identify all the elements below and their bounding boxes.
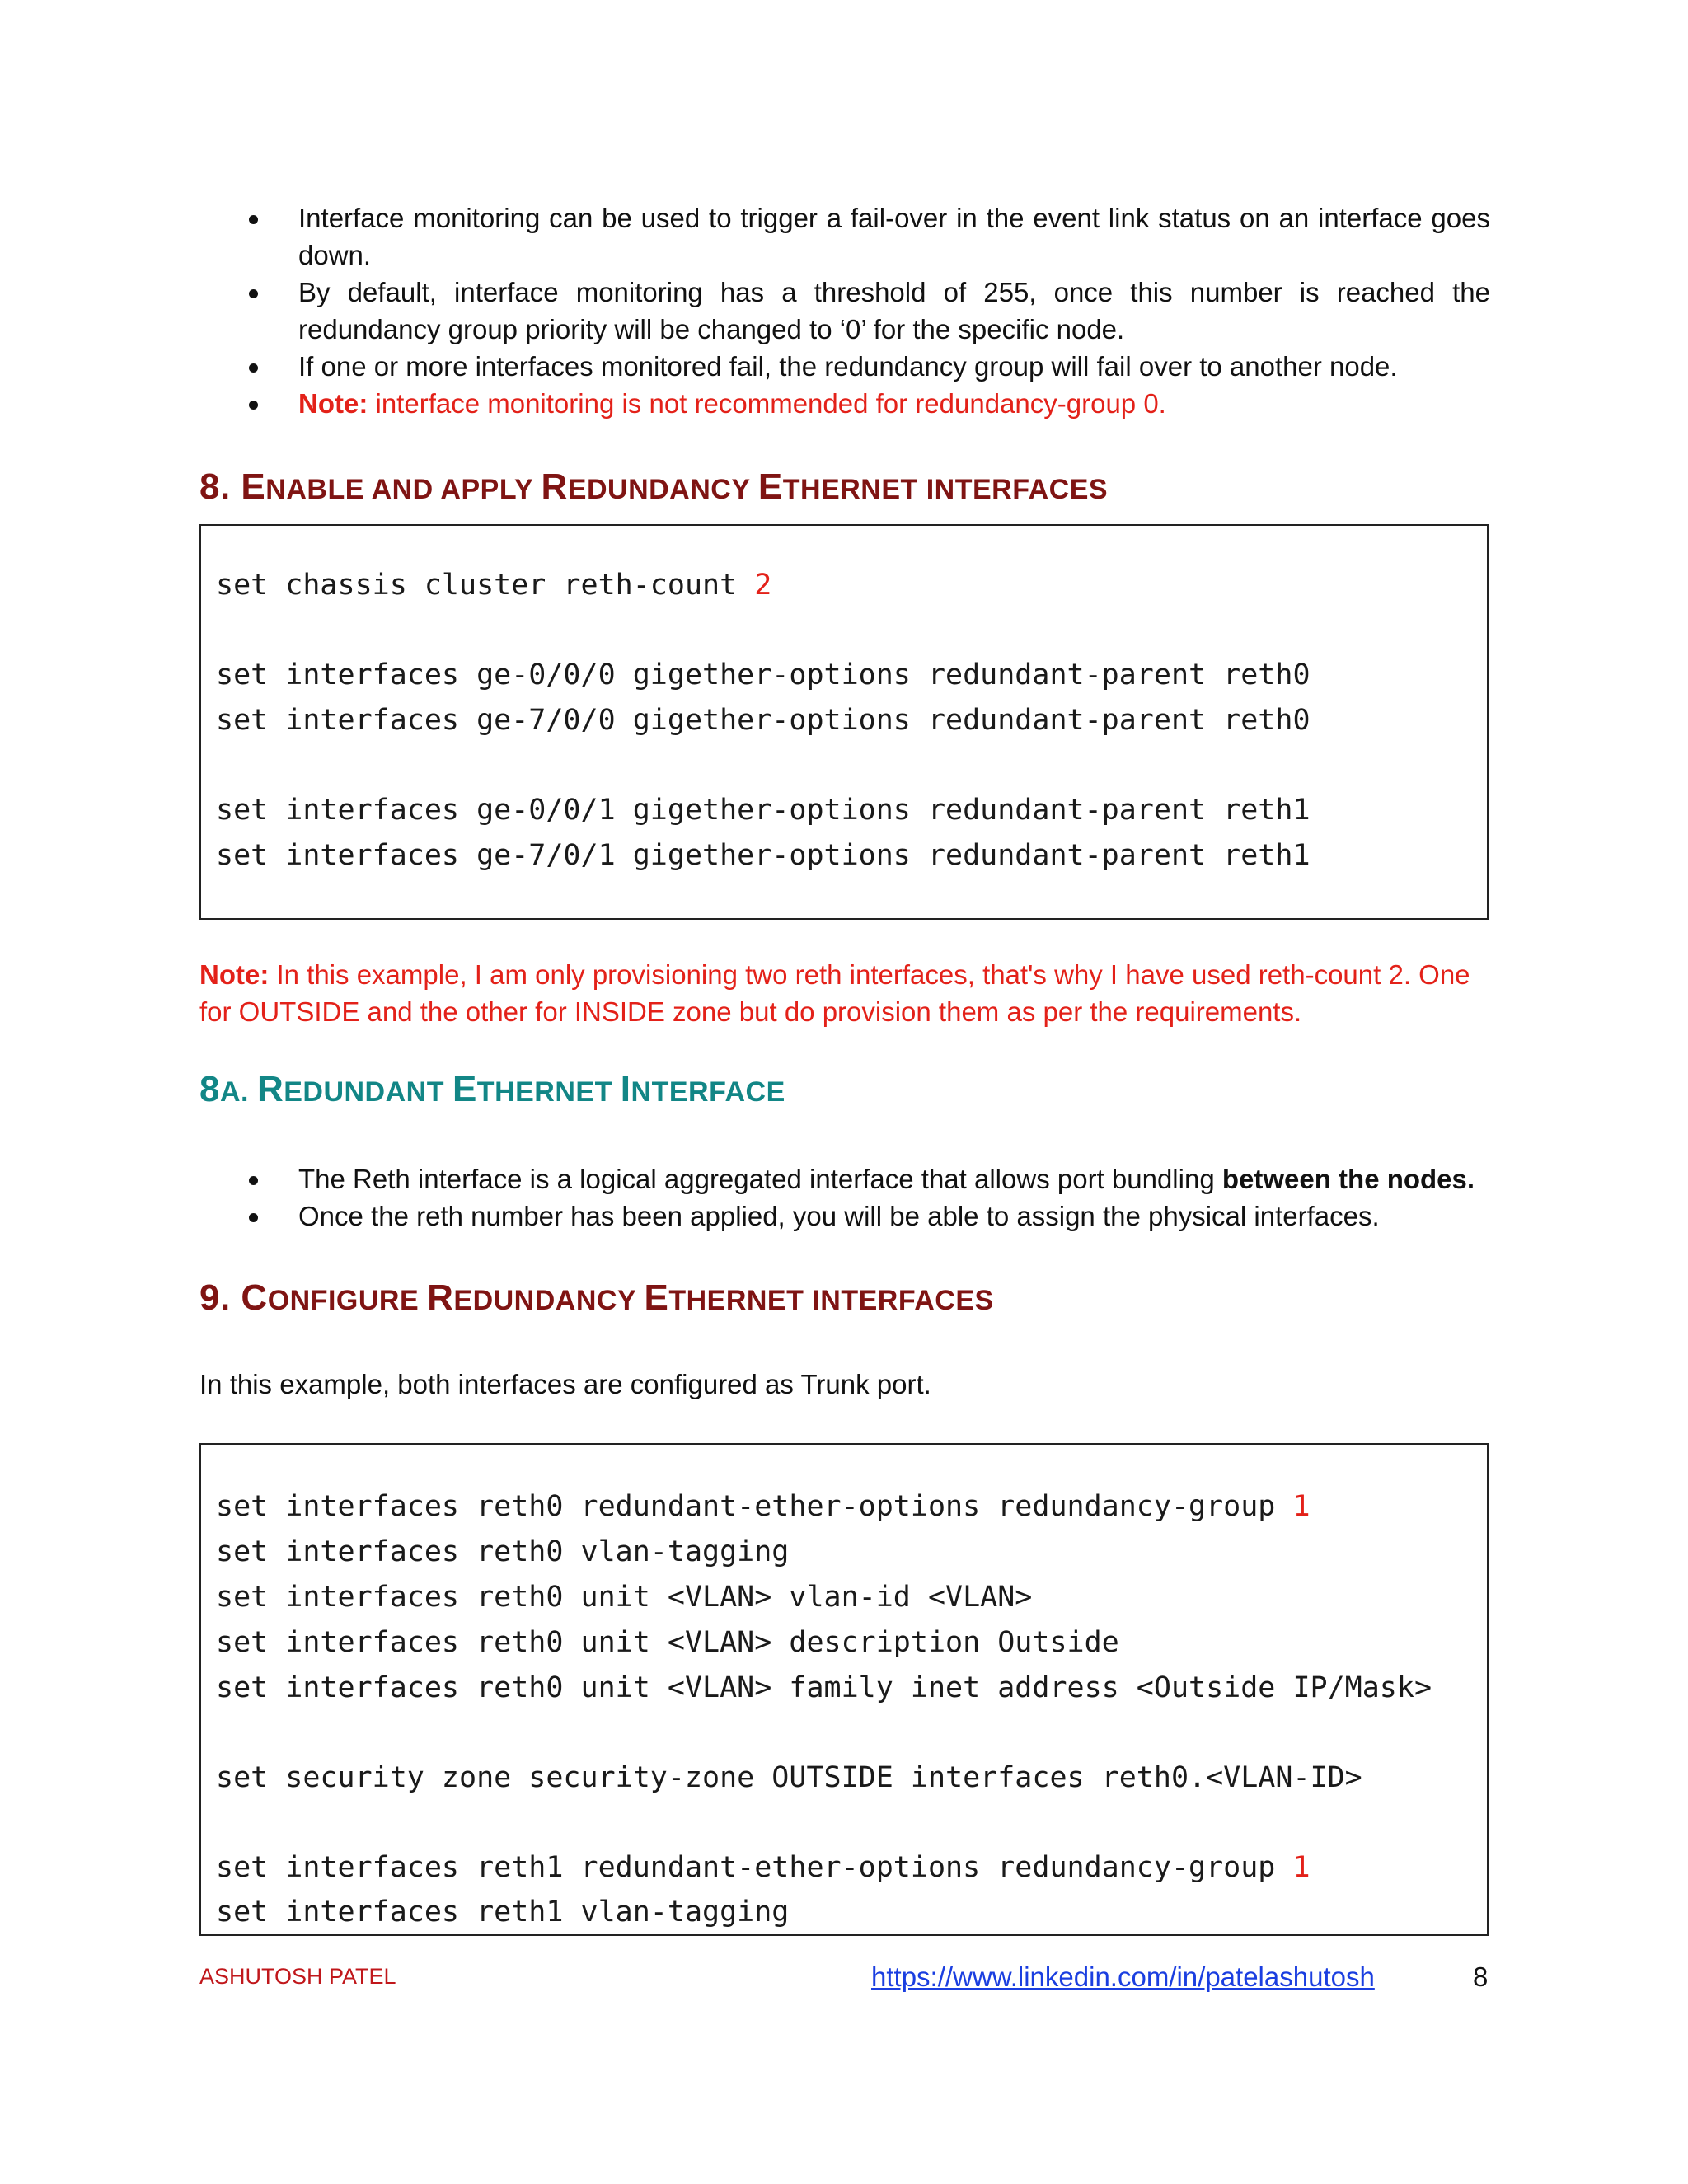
bullet-icon [249, 1176, 258, 1185]
code-line: set interfaces ge-7/0/1 gigether-options redundant-parent reth1 [216, 839, 1311, 872]
reth-interface-bullets [199, 1160, 1490, 1235]
code-block-reth-config [199, 1443, 1489, 1936]
code-line: set interfaces ge-0/0/1 gigether-options redundant-parent reth1 [216, 794, 1311, 827]
list-item: Once the reth number has been applied, you will be able to assign the physical interfaces. [199, 1197, 1490, 1235]
code-line: set security zone security-zone OUTSIDE interfaces reth0.<VLAN-ID> [216, 1761, 1362, 1794]
section-8a-heading: 8A. REDUNDANT ETHERNET INTERFACE [199, 1069, 785, 1109]
bullet-icon [249, 215, 258, 224]
code-line: set chassis cluster reth-count 2 [216, 569, 772, 602]
footer-author: ASHUTOSH PATEL [199, 1964, 396, 1989]
note-label: Note: [298, 388, 368, 419]
bullet-icon [249, 289, 258, 298]
page-number: 8 [1473, 1961, 1489, 1992]
code-line: set interfaces reth0 unit <VLAN> description Outside [216, 1626, 1119, 1659]
bullet-icon [249, 401, 258, 410]
section-9-intro: In this example, both interfaces are configured as Trunk port. [199, 1369, 931, 1399]
note-text: interface monitoring is not recommended for redundancy-group 0. [368, 388, 1166, 419]
interface-monitoring-bullets [199, 199, 1490, 422]
list-item-note [199, 385, 1490, 422]
code-line: set interfaces reth0 unit <VLAN> family inet address <Outside IP/Mask> [216, 1671, 1432, 1704]
section-9-heading: 9. CONFIGURE REDUNDANCY ETHERNET INTERFACES [199, 1277, 994, 1318]
list-item: By default, interface monitoring has a threshold of 255, once this number is reached the redundancy group priority will be changed to ‘0’ for the specific node. [199, 274, 1490, 348]
footer-linkedin-link[interactable]: https://www.linkedin.com/in/patelashutosh [871, 1961, 1375, 1992]
code-line: set interfaces reth0 unit <VLAN> vlan-id <VLAN> [216, 1581, 1033, 1614]
code-line: set interfaces reth0 vlan-tagging [216, 1535, 790, 1568]
code-line: set interfaces reth0 redundant-ether-options redundancy-group 1 [216, 1490, 1311, 1523]
bullet-icon [249, 363, 258, 373]
reth-count-note [199, 956, 1490, 1030]
list-item: Interface monitoring can be used to trigger a fail-over in the event link status on an interface goes down. [199, 199, 1490, 274]
list-item: The Reth interface is a logical aggregated interface that allows port bundling between the nodes. [199, 1160, 1490, 1197]
code-block-reth-count [199, 524, 1489, 920]
note-label: Note: [199, 959, 270, 990]
code-line: set interfaces reth1 redundant-ether-options redundancy-group 1 [216, 1851, 1311, 1884]
list-item: If one or more interfaces monitored fail, the redundancy group will fail over to another node. [199, 348, 1490, 385]
code-line: set interfaces ge-7/0/0 gigether-options redundant-parent reth0 [216, 704, 1311, 737]
bullet-icon [249, 1213, 258, 1222]
code-line: set interfaces reth1 vlan-tagging [216, 1896, 790, 1929]
section-8-heading: 8. ENABLE AND APPLY REDUNDANCY ETHERNET INTERFACES [199, 466, 1109, 507]
note-text: In this example, I am only provisioning two reth interfaces, that's why I have used reth-count 2. One for OUTSIDE and the other for INSIDE zone but do provision them as per the requirements. [199, 959, 1470, 1027]
code-line: set interfaces ge-0/0/0 gigether-options redundant-parent reth0 [216, 658, 1311, 691]
